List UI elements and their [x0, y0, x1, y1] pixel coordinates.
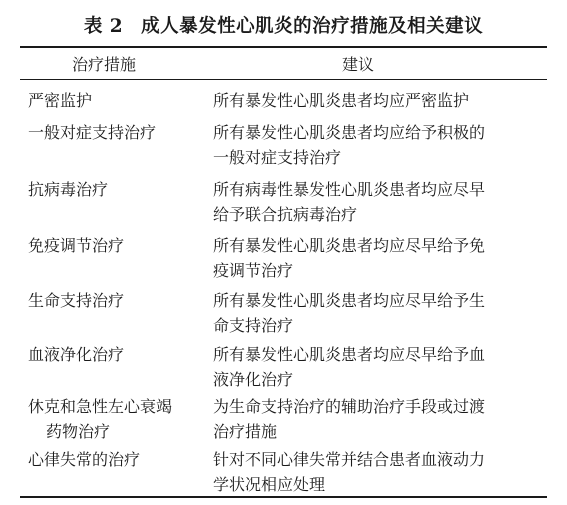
measure-line: 免疫调节治疗 — [28, 236, 125, 255]
measure-cell — [28, 88, 208, 113]
table-header-rule — [20, 79, 547, 80]
measure-cell — [28, 233, 208, 258]
measure-line: 严密监护 — [28, 91, 93, 110]
advice-cell — [213, 342, 543, 392]
measure-line: 药物治疗 — [46, 422, 111, 441]
measure-cell — [28, 177, 208, 202]
advice-line: 命支持治疗 — [213, 316, 294, 335]
advice-cell — [213, 120, 543, 170]
advice-line: 一般对症支持治疗 — [213, 148, 342, 167]
measure-cell — [28, 394, 208, 444]
advice-line: 给予联合抗病毒治疗 — [213, 205, 358, 224]
advice-line: 针对不同心律失常并结合患者血液动力 — [213, 450, 486, 469]
advice-line: 所有暴发性心肌炎患者均应严密监护 — [213, 91, 470, 110]
advice-line: 所有暴发性心肌炎患者均应给予积极的 — [213, 123, 486, 142]
header-measure: 治疗措施 — [72, 55, 137, 74]
measure-cell — [28, 120, 208, 145]
measure-line: 生命支持治疗 — [28, 291, 125, 310]
table-title: 成人暴发性心肌炎的治疗措施及相关建议 — [141, 16, 484, 37]
advice-cell — [213, 447, 543, 497]
advice-line: 所有暴发性心肌炎患者均应尽早给予免 — [213, 236, 486, 255]
measure-line: 一般对症支持治疗 — [28, 123, 157, 142]
measure-line: 休克和急性左心衰竭 — [28, 397, 173, 416]
measure-cell — [28, 447, 208, 472]
advice-line: 疫调节治疗 — [213, 261, 294, 280]
advice-line: 所有病毒性暴发性心肌炎患者均应尽早 — [213, 180, 486, 199]
table-caption — [0, 12, 567, 38]
advice-line: 液净化治疗 — [213, 370, 294, 389]
measure-line: 心律失常的治疗 — [28, 450, 141, 469]
advice-cell — [213, 177, 543, 227]
table-bottom-rule — [20, 496, 547, 498]
advice-cell — [213, 288, 543, 338]
table-label: 表 2 — [83, 16, 124, 37]
table-top-rule — [20, 46, 547, 48]
measure-line: 血液净化治疗 — [28, 345, 125, 364]
measure-line: 抗病毒治疗 — [28, 180, 109, 199]
advice-line: 治疗措施 — [213, 422, 278, 441]
measure-cell — [28, 288, 208, 313]
advice-line: 所有暴发性心肌炎患者均应尽早给予生 — [213, 291, 486, 310]
advice-cell — [213, 233, 543, 283]
header-advice: 建议 — [342, 55, 375, 74]
advice-line: 学状况相应处理 — [213, 475, 326, 494]
advice-line: 所有暴发性心肌炎患者均应尽早给予血 — [213, 345, 486, 364]
measure-cell — [28, 342, 208, 367]
advice-cell — [213, 394, 543, 444]
advice-line: 为生命支持治疗的辅助治疗手段或过渡 — [213, 397, 486, 416]
advice-cell — [213, 88, 543, 113]
